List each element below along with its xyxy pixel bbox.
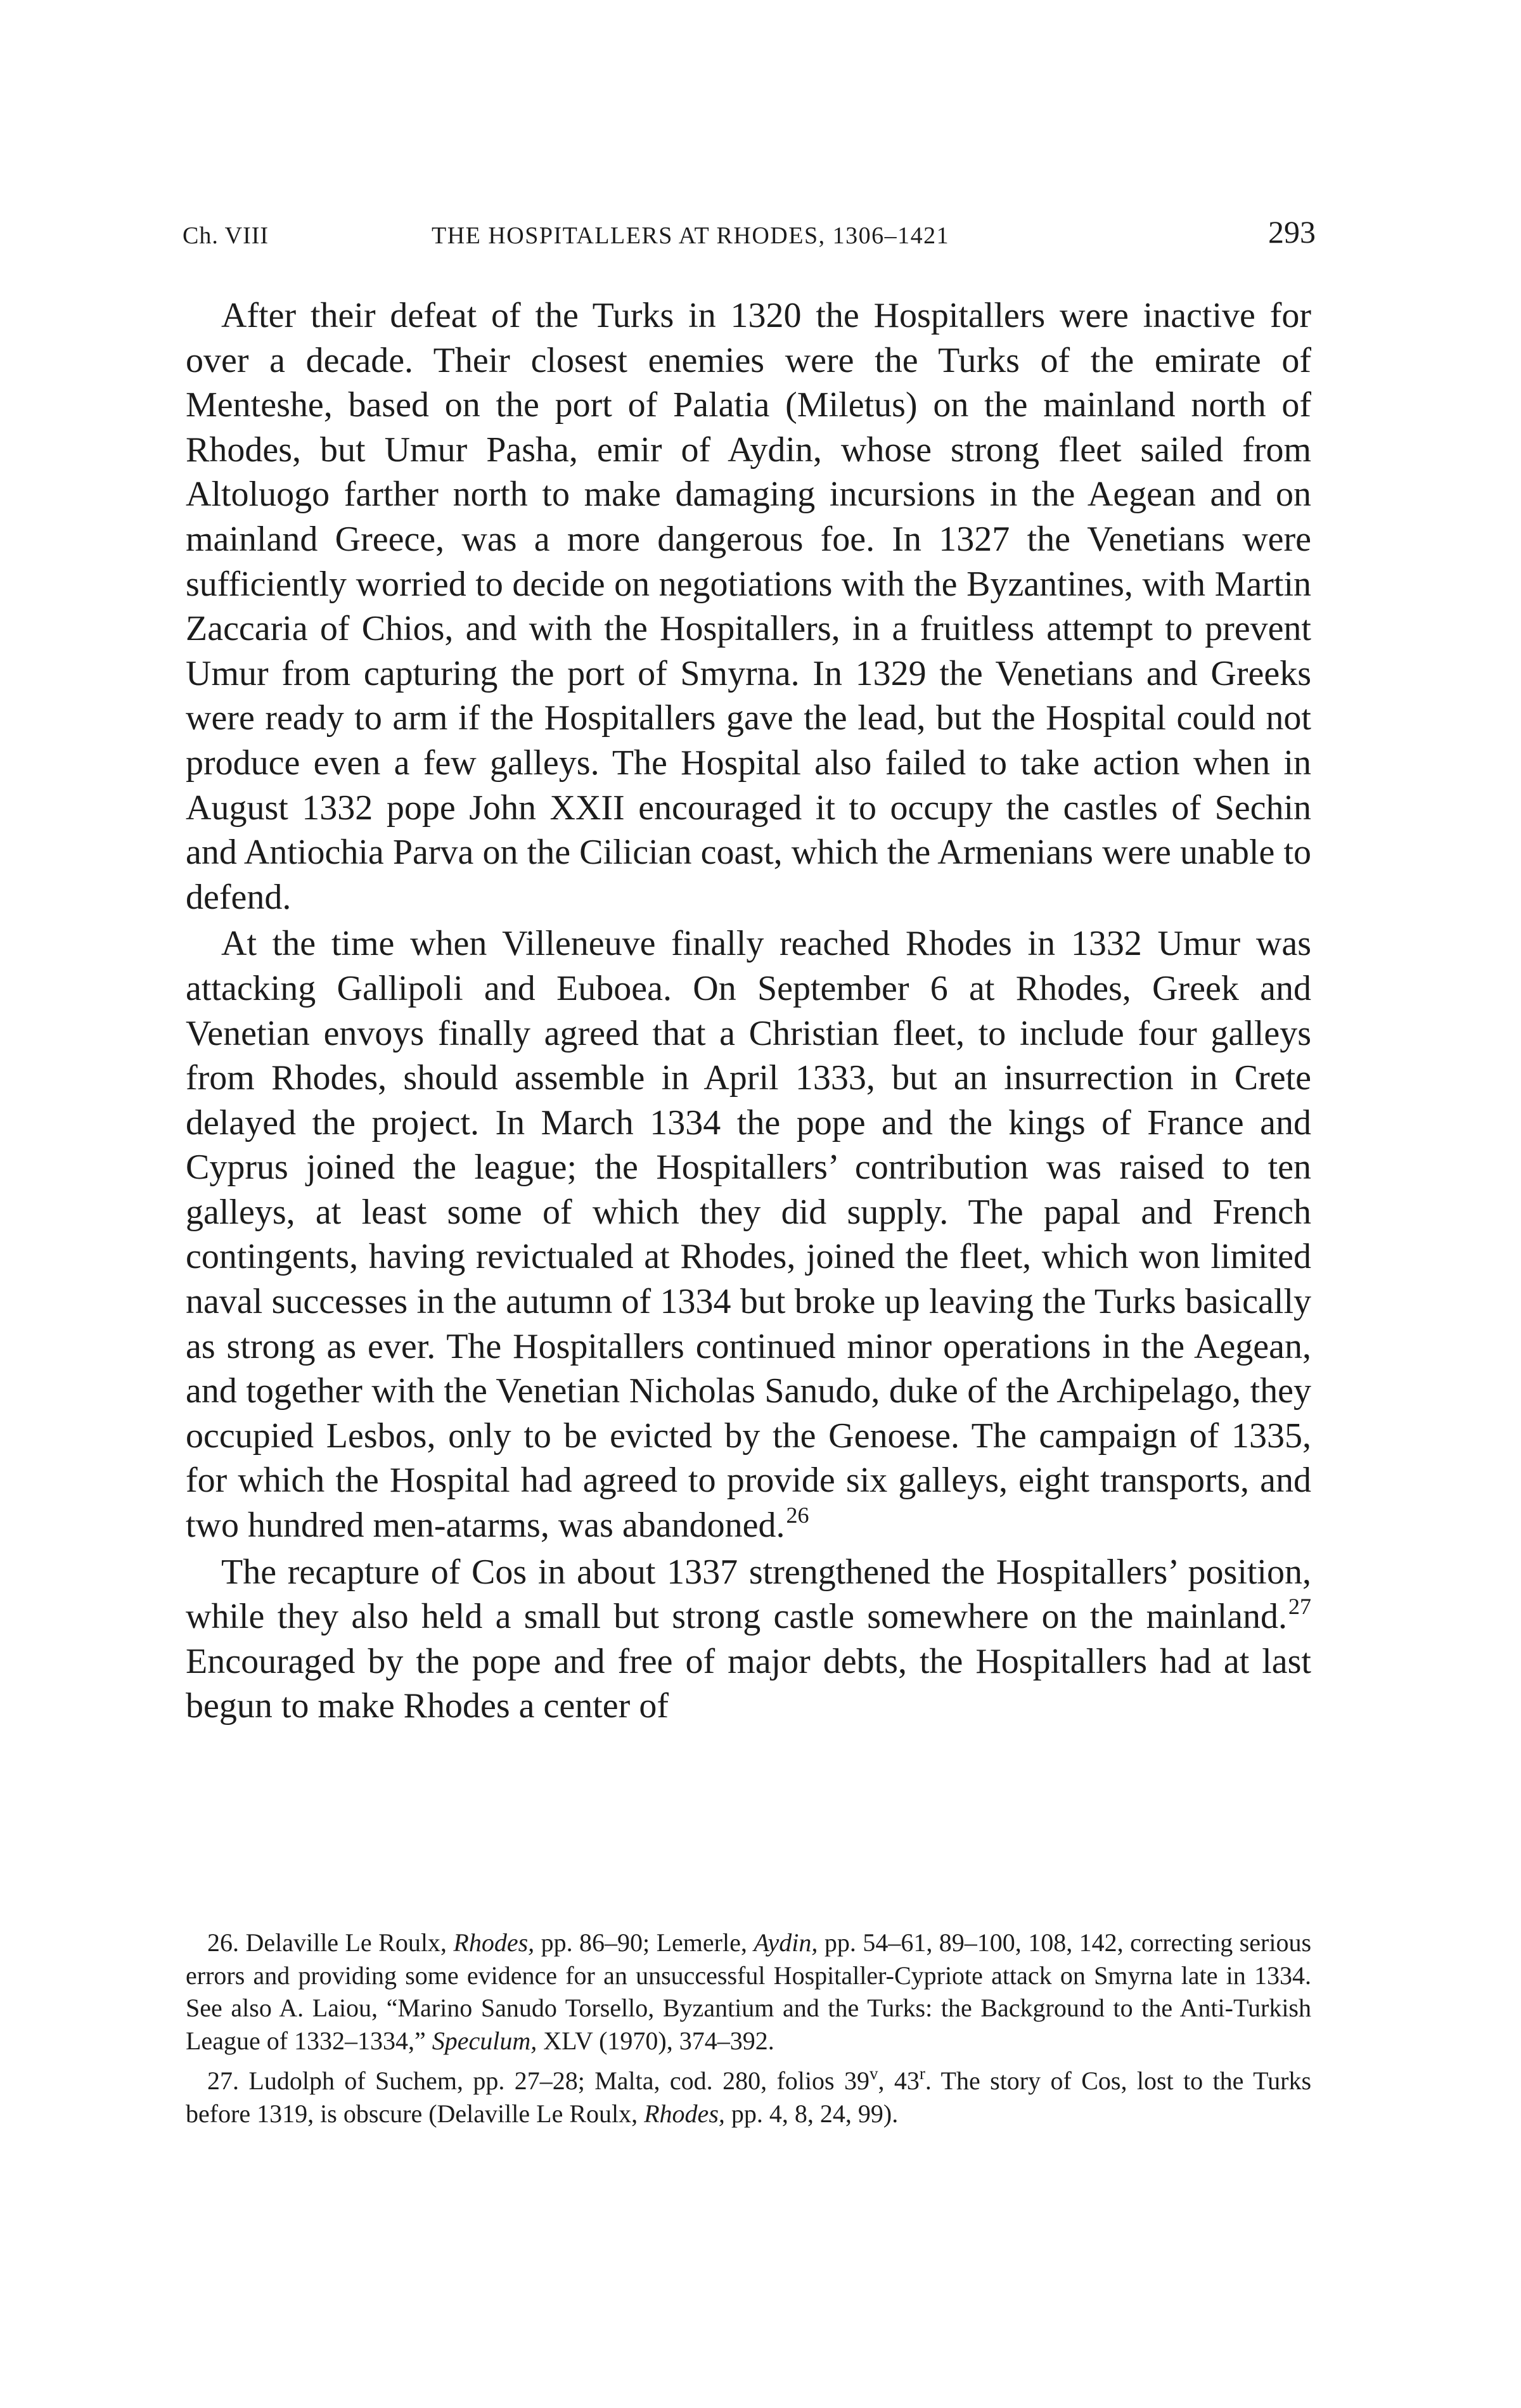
footnote-text: . The story of Cos, lost to the Turks before 1319, is obscure (Delaville Le Roulx, <box>186 2066 1312 2128</box>
footnote-title: Speculum, <box>432 2026 537 2055</box>
footnotes <box>186 1926 1311 2137</box>
footnote-title: Rhodes, <box>644 2099 725 2128</box>
footnote-reference: 27 <box>1288 1594 1311 1620</box>
chapter-label: Ch. VIII <box>183 222 269 249</box>
footnote-text: Delaville Le Roulx, <box>245 1928 447 1957</box>
running-head <box>183 214 1316 255</box>
footnote-number: 27. <box>207 2066 239 2095</box>
body-text <box>186 293 1311 1731</box>
footnote-text: , 43 <box>878 2066 920 2095</box>
footnote-title: Rhodes, <box>453 1928 535 1957</box>
footnote-reference: 26 <box>786 1502 809 1528</box>
footnote-text: XLV (1970), 374–392. <box>543 2026 774 2055</box>
paragraph-text: At the time when Villeneuve finally reached Rhodes in 1332 Umur was attacking Gallipoli and Euboea. On September 6 at Rhodes, Greek and Venetian envoys finally agreed that a Christian fleet, to include four galleys from Rhodes, should assemble in April 1333, but an insurrection in Crete delayed the project. In March 1334 the pope and the kings of France and Cyprus joined the league; the Hospitallers’ contribution was raised to ten galleys, at least some of which they did supply. The papal and French contingents, having revictualed at Rhodes, joined the fleet, which won limited naval successes in the autumn of 1334 but broke up leaving the Turks basically as strong as ever. The Hospitallers continued minor operations in the Aegean, and together with the Venetian Nicholas Sanudo, duke of the Archipelago, they occupied Lesbos, only to be evicted by the Genoese. The campaign of 1335, for which the Hospital had agreed to provide six galleys, eight transports, and two hundred men-atarms, was abandoned. <box>186 924 1311 1546</box>
paragraph-text: The recapture of Cos in about 1337 strengthened the Hospitallers’ position, while they also held a small but strong castle somewhere on the mainland. <box>186 1552 1311 1637</box>
paragraph-text: After their defeat of the Turks in 1320 the Hospitallers were inactive for over a decade. Their closest enemies were the Turks of the emirate of Menteshe, based on the port of Palatia (Miletus) on the mainland north of Rhodes, but Umur Pasha, emir of Aydin, whose strong fleet sailed from Altoluogo farther north to make damaging incursions in the Aegean and on mainland Greece, was a more dangerous foe. In 1327 the Venetians were sufficiently worried to decide on negotiations with the Byzantines, with Martin Zaccaria of Chios, and with the Hospitallers, in a fruitless attempt to prevent Umur from capturing the port of Smyrna. In 1329 the Venetians and Greeks were ready to arm if the Hospitallers gave the lead, but the Hospital could not produce even a few galleys. The Hospital also failed to take action when in August 1332 pope John XXII encouraged it to occupy the castles of Sechin and Antiochia Parva on the Cilician coast, which the Armenians were unable to defend. <box>186 296 1311 917</box>
footnote <box>186 1926 1311 2057</box>
footnote-number: 26. <box>207 1928 239 1957</box>
paragraph <box>186 921 1311 1547</box>
running-title: THE HOSPITALLERS AT RHODES, 1306–1421 <box>432 222 950 249</box>
footnote-title: Aydin, <box>754 1928 818 1957</box>
paragraph <box>186 293 1311 919</box>
footnote-text: pp. 54–61, 89–100, 108, 142, correcting serious errors and providing some evidence for an unsuccessful Hospitaller-Cypriote attack on Smyrna late in 1334. See also A. Laiou, “Marino Sanudo Torsello, Byzantium and the Turks: the Background to the Anti-Turkish League of 1332–1334,” <box>186 1928 1312 2055</box>
footnote-superscript: r <box>919 2064 925 2083</box>
footnote-superscript: v <box>869 2064 878 2083</box>
footnote-text: pp. 4, 8, 24, 99). <box>731 2099 899 2128</box>
footnote-text: pp. 86–90; Lemerle, <box>541 1928 747 1957</box>
footnote-text: Ludolph of Suchem, pp. 27–28; Malta, cod. 280, folios 39 <box>248 2066 870 2095</box>
footnote <box>186 2065 1311 2130</box>
page-number: 293 <box>1268 214 1316 250</box>
paragraph <box>186 1550 1311 1729</box>
paragraph-text: Encouraged by the pope and free of major debts, the Hospitallers had at last begun to make Rhodes a center of <box>186 1641 1311 1726</box>
